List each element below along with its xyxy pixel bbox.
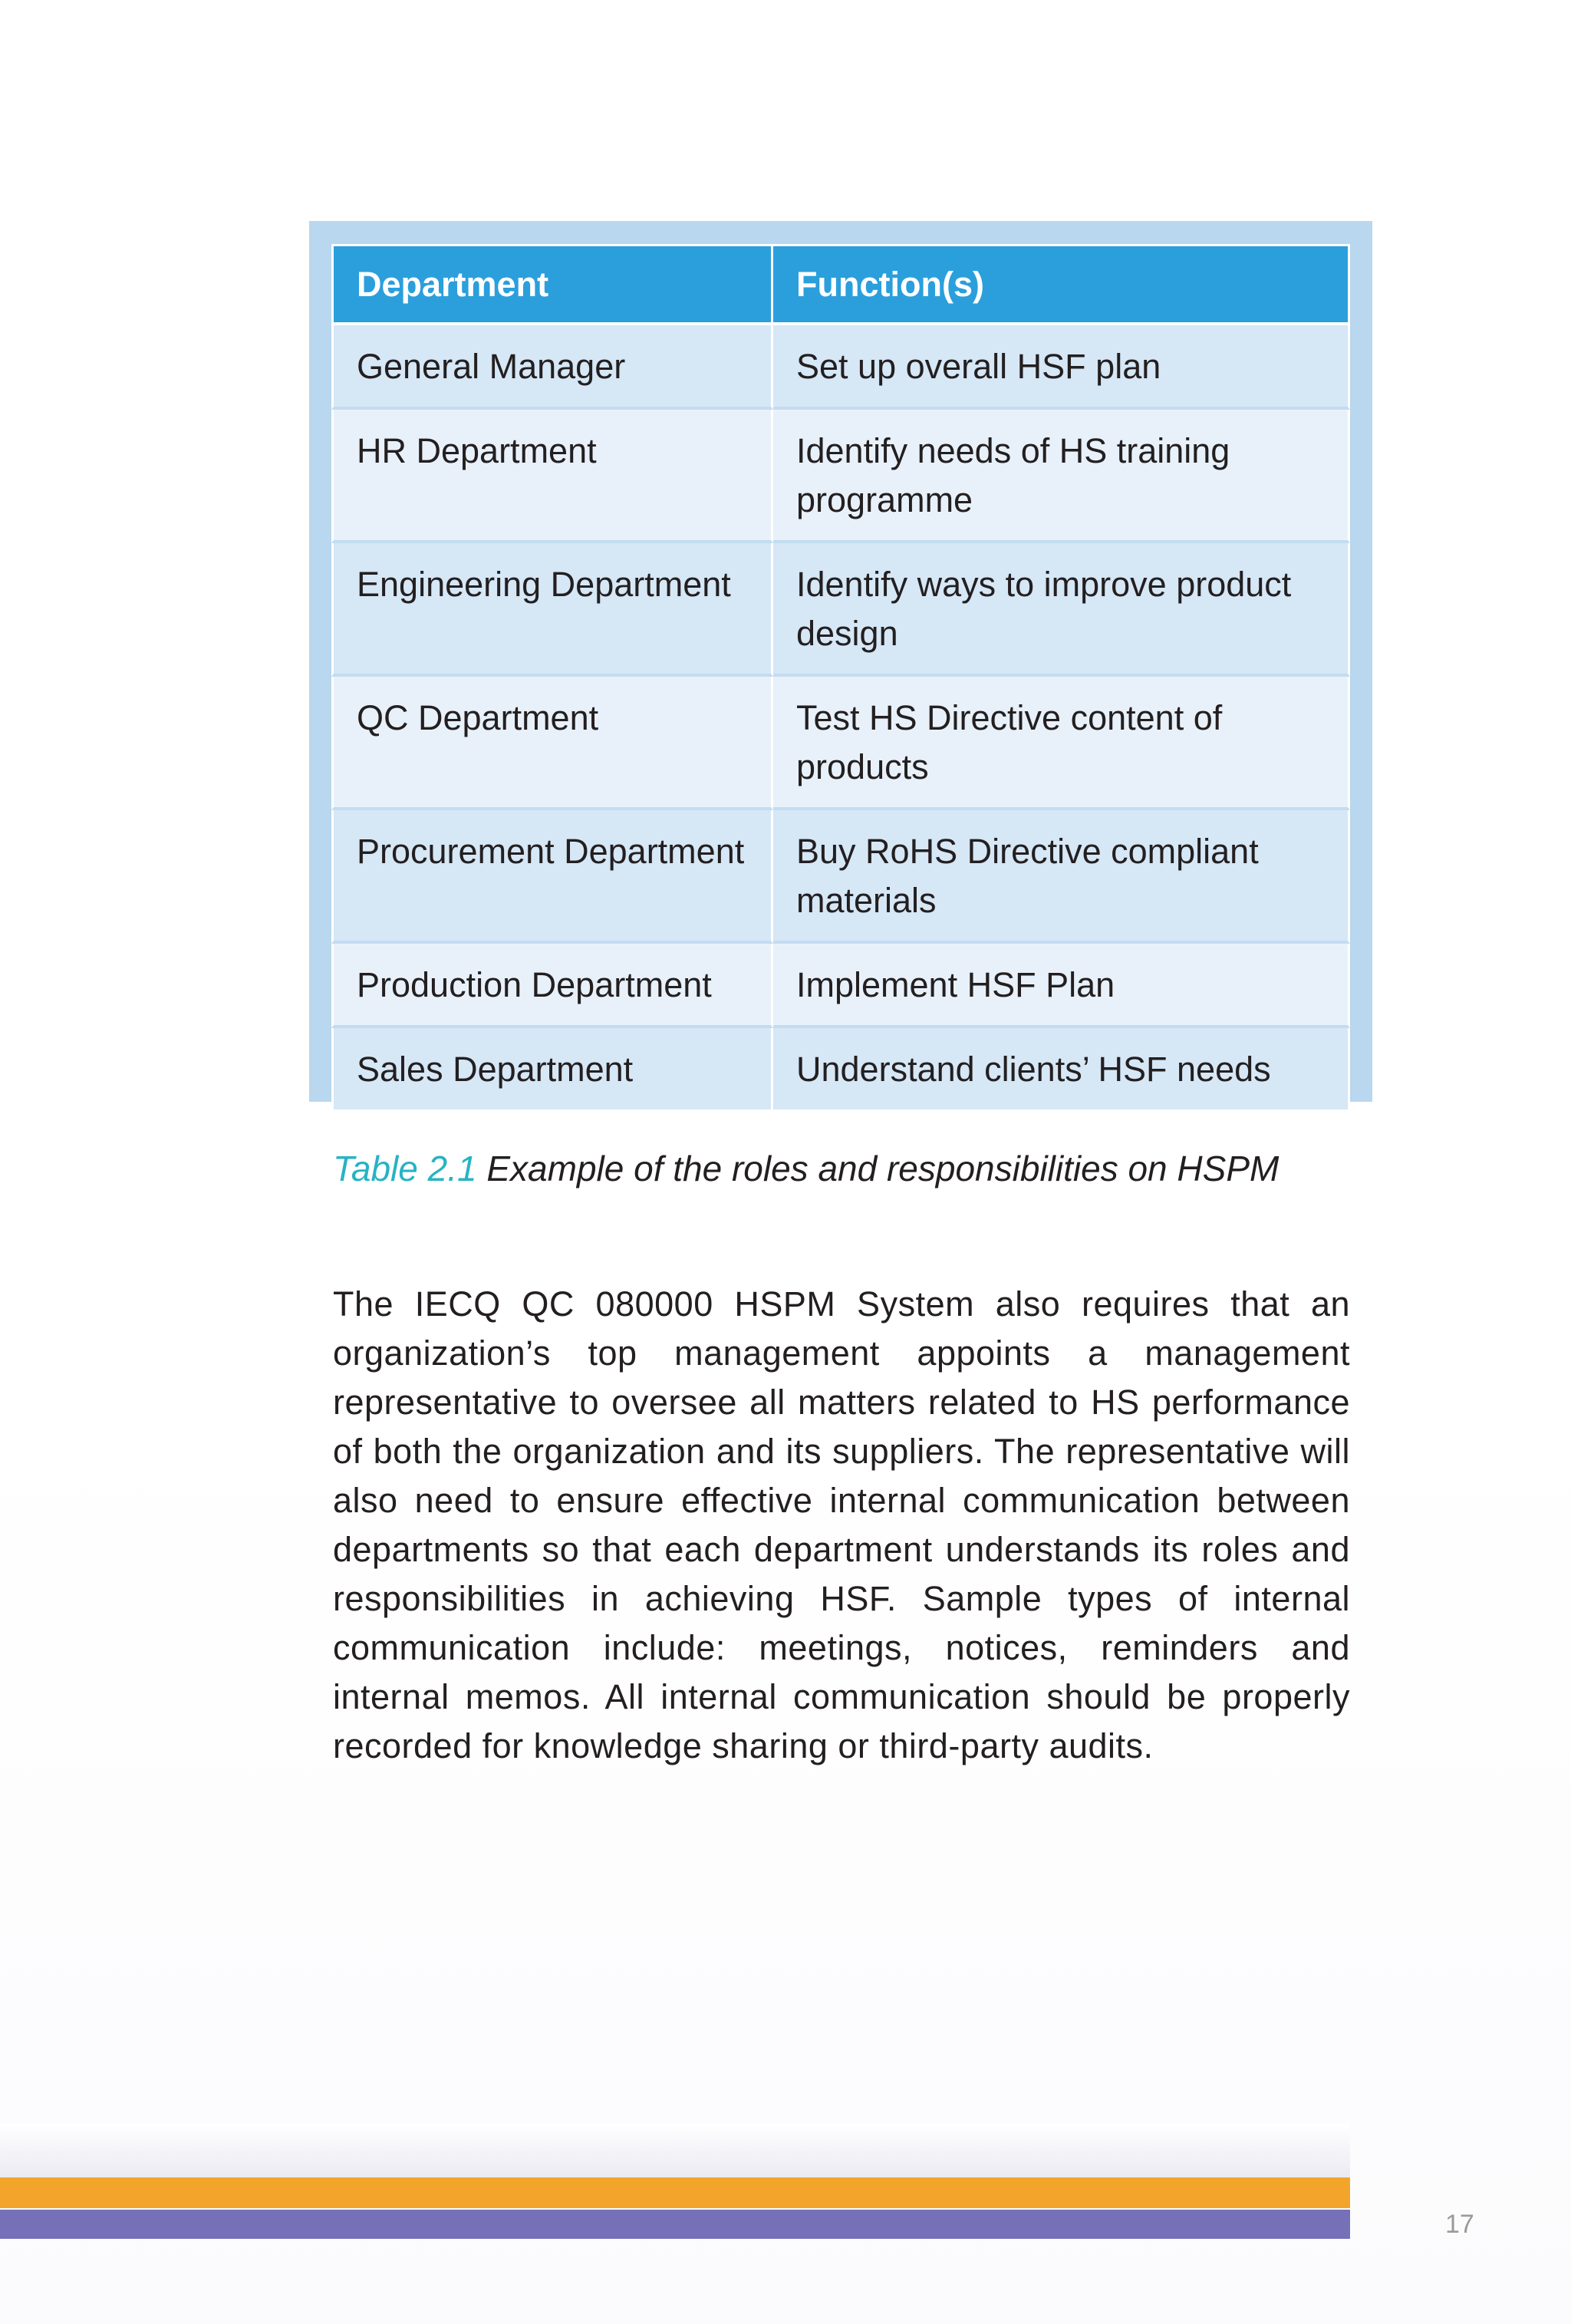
function-cell: Understand clients’ HSF needs [773, 1028, 1350, 1109]
department-cell: Production Department [331, 944, 773, 1028]
table-row [331, 325, 1350, 410]
table-row [331, 677, 1350, 810]
footer-stripe-purple [0, 2210, 1350, 2239]
header-functions: Function(s) [773, 244, 1350, 325]
function-cell: Identify ways to improve product design [773, 543, 1350, 677]
caption-text: Example of the roles and responsibilities on HSPM [486, 1149, 1280, 1188]
function-cell: Buy RoHS Directive compliant materials [773, 810, 1350, 944]
table-row [331, 1028, 1350, 1109]
page-number: 17 [1445, 2210, 1474, 2239]
footer-stripe-orange [0, 2177, 1350, 2208]
department-cell: QC Department [331, 677, 773, 810]
footer-fade [0, 2124, 1350, 2177]
department-cell: HR Department [331, 410, 773, 543]
table-row [331, 543, 1350, 677]
department-cell: Procurement Department [331, 810, 773, 944]
body-paragraph: The IECQ QC 080000 HSPM System also requires that an organization’s top management appoints a management representative to oversee all matters related to HS performance of both the organization and its suppliers. The representative will also need to ensure effective internal communication between departments so that each department understands its roles and responsibilities in achieving HSF. Sample types of internal communication include: meetings, notices, reminders and internal memos. All internal communication should be properly recorded for knowledge sharing or third-party audits. [333, 1284, 1350, 1765]
function-cell: Test HS Directive content of products [773, 677, 1350, 810]
department-cell: Engineering Department [331, 543, 773, 677]
table-header-row [331, 244, 1350, 325]
table-caption [333, 1148, 1279, 1189]
function-cell: Identify needs of HS training programme [773, 410, 1350, 543]
function-cell: Implement HSF Plan [773, 944, 1350, 1028]
department-cell: General Manager [331, 325, 773, 410]
roles-table [331, 244, 1350, 1109]
table-row [331, 810, 1350, 944]
table-row [331, 944, 1350, 1028]
header-department: Department [331, 244, 773, 325]
caption-label: Table 2.1 [333, 1149, 477, 1188]
function-cell: Set up overall HSF plan [773, 325, 1350, 410]
department-cell: Sales Department [331, 1028, 773, 1109]
table-row [331, 410, 1350, 543]
